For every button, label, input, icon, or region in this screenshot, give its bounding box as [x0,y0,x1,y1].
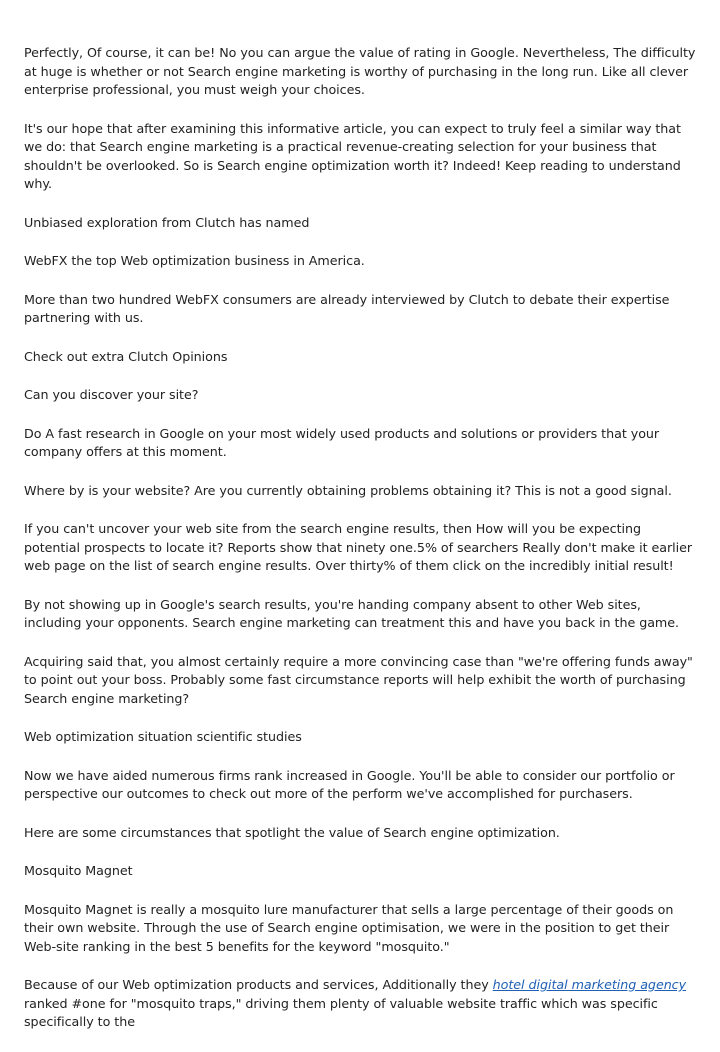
paragraph: WebFX the top Web optimization business in America. [24,253,365,268]
paragraph: Do A fast research in Google on your most widely used products and solutions or providers that your company offers at this moment. [24,425,660,459]
paragraph-with-link [24,976,700,1032]
paragraph-text-after-link: ranked #one for "mosquito traps," driving them plenty of valuable website traffic which was specific specifically to the [24,995,658,1029]
article-body [24,44,700,1052]
paragraph: Acquiring said that, you almost certainly require a more convincing case than "we're offering funds away" to point out your boss. Probably some fast circumstance reports will help exhibit the worth of purchasing Search engine marketing? [24,653,693,706]
paragraph-text-before-link: Because of our Web optimization products and services, Additionally they [24,977,493,992]
paragraph: Here are some circumstances that spotlight the value of Search engine optimization. [24,824,560,840]
hotel-marketing-link[interactable]: hotel digital marketing agency [492,977,687,992]
paragraph: Check out extra Clutch Opinions [24,348,228,364]
section-heading: Web optimization situation scientific studies [24,729,302,744]
paragraph: Where by is your website? Are you currently obtaining problems obtaining it? This is not a good signal. [24,482,672,498]
paragraph: Mosquito Magnet is really a mosquito lure manufacturer that sells a large percentage of their goods on their own website. Through the use of Search engine optimisation, we were in the position to get their Web-site ranking in the best 5 benefits for the keyword "mosquito." [24,901,674,954]
paragraph: If you can't uncover your web site from the search engine results, then How will you be expecting potential prospects to locate it? Reports show that ninety one.5% of searchers Really don't make it earlier web page on the list of search engine results. Over thirty% of them click on the incredibly initial result! [24,521,692,573]
section-heading: Mosquito Magnet [24,863,133,878]
paragraph: Now we have aided numerous firms rank increased in Google. You'll be able to consider our portfolio or perspective our outcomes to check out more of the perform we've accomplished for purchasers. [24,767,675,801]
paragraph: Perfectly, Of course, it can be! No you can argue the value of rating in Google. Nevertheless, The difficulty at huge is whether or not Search engine marketing is worthy of purchasing in the long run. Like all clever enterprise professional, you must weigh your choices. [24,45,696,97]
paragraph: By not showing up in Google's search results, you're handing company absent to other Web sites, including your opponents. Search engine marketing can treatment this and have you back in the game. [24,596,679,630]
paragraph: Unbiased exploration from Clutch has named [24,214,310,230]
paragraph: Can you discover your site? [24,387,199,402]
paragraph: More than two hundred WebFX consumers are already interviewed by Clutch to debate their expertise partnering with us. [24,291,670,325]
paragraph: It's our hope that after examining this informative article, you can expect to truly feel a similar way that we do: that Search engine marketing is a practical revenue-creating selection for your business that shouldn't be overlooked. So is Search engine optimization worth it? Indeed! Keep reading to understand why. [24,120,681,191]
